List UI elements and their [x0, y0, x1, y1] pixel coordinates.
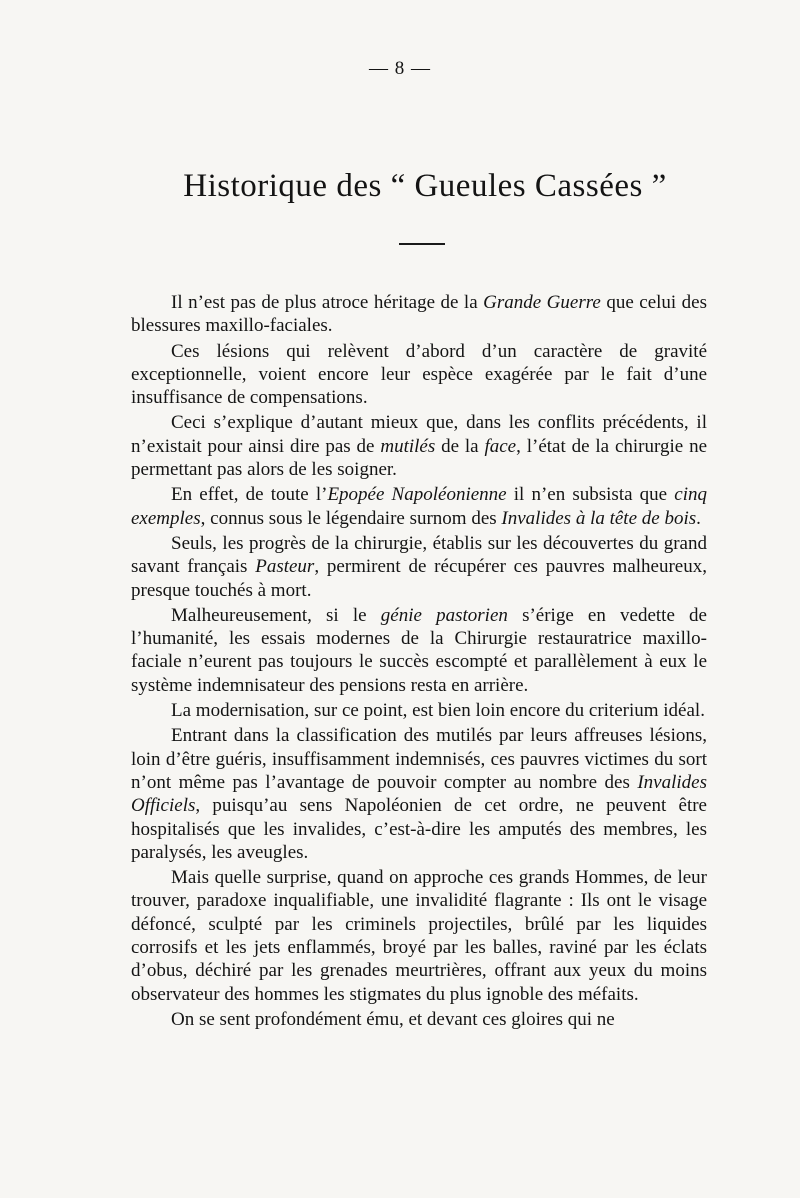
paragraph — [131, 532, 707, 602]
paragraph-text: La modernisation, sur ce point, est bien loin encore du criterium idéal. — [171, 700, 705, 722]
paragraph — [131, 411, 707, 481]
paragraph-text: Ceci s’explique d’autant mieux que, dans les conflits précédents, il n’existait pour ainsi dire pas de — [131, 412, 707, 457]
paragraph — [131, 724, 707, 864]
italic-text: face — [484, 435, 517, 457]
italic-text: Pasteur — [255, 556, 315, 578]
paragraph-text: En effet, de toute l’ — [171, 484, 328, 506]
italic-text: Epopée Napoléonienne — [327, 484, 507, 506]
paragraph — [131, 604, 707, 697]
paragraph-text: Malheureusement, si le — [171, 604, 381, 626]
paragraph-text: s’érige en vedette de l’humanité, les essais modernes de la Chirurgie restauratrice maxillo-faciale n’eurent pas toujours le succès escompté et parallèlement à eux le système indemnisateur des pensions resta en arrière. — [131, 604, 707, 696]
italic-text: Invalides Officiels — [131, 771, 707, 817]
italic-text: mutilés — [380, 435, 436, 457]
title-underline-rule — [399, 243, 445, 245]
paragraph — [131, 866, 707, 1006]
paragraph-text: On se sent profondément ému, et devant ces gloires qui ne — [171, 1008, 615, 1030]
paragraph — [131, 1008, 707, 1031]
italic-text: Invalides à la tête de bois — [501, 507, 697, 529]
paragraph-text: Mais quelle surprise, quand on approche ces grands Hommes, de leur trouver, paradoxe inqualifiable, une invalidité flagrante : Ils ont le visage défoncé, sculpté par les criminels projectiles, brûlé par les liquides corrosifs et les jets enflammés, broyé par les balles, raviné par les éclats d’obus, déchiré par les grenades meurtrières, offrant aux yeux du moins observateur des hommes les stigmates du plus ignoble des méfaits. — [131, 867, 707, 1005]
paragraph — [131, 291, 707, 338]
paragraph-text: , l’état de la chirurgie ne permettant pas alors de les soigner. — [131, 435, 707, 481]
paragraph-text: , connus sous le légendaire surnom des — [200, 507, 502, 529]
paragraph-text: Seuls, les progrès de la chirurgie, établis sur les découvertes du grand savant français — [131, 532, 707, 578]
italic-text: cinq exemples — [131, 484, 707, 529]
page-title: Historique des “ Gueules Cassées ” — [183, 168, 667, 204]
paragraph-text: Il n’est pas de plus atroce héritage de la — [171, 292, 484, 313]
paragraph-text: Ces lésions qui relèvent d’abord d’un caractère de gravité exceptionnelle, voient encore leur espèce exagérée par le fait d’une insuffisance de compensations. — [131, 340, 707, 409]
body-text — [131, 291, 707, 1031]
paragraph — [131, 340, 707, 410]
paragraph-text: Entrant dans la classification des mutilés par leurs affreuses lésions, loin d’être guéris, insuffisamment indemnisés, ces pauvres victimes du sort n’ont même pas l’avantage de pouvoir compter au nombre des — [131, 725, 707, 793]
paragraph-text: , puisqu’au sens Napoléonien de cet ordre, ne peuvent être hospitalisés que les invalides, c’est-à-dire les amputés des membres, les paralysés, les aveugles. — [131, 795, 707, 863]
paragraph-text: de la — [435, 435, 485, 457]
paragraph — [131, 483, 707, 530]
page-number: — 8 — — [369, 58, 431, 79]
paragraph-text: que celui des blessures maxillo-faciales. — [131, 292, 707, 337]
paragraph-text: . — [696, 507, 701, 529]
paragraph-text: il n’en subsista que — [506, 484, 675, 506]
paragraph — [131, 699, 707, 722]
italic-text: génie pastorien — [380, 604, 508, 626]
italic-text: Grande Guerre — [483, 292, 601, 313]
paragraph-text: , permirent de récupérer ces pauvres malheureux, presque touchés à mort. — [131, 556, 707, 601]
